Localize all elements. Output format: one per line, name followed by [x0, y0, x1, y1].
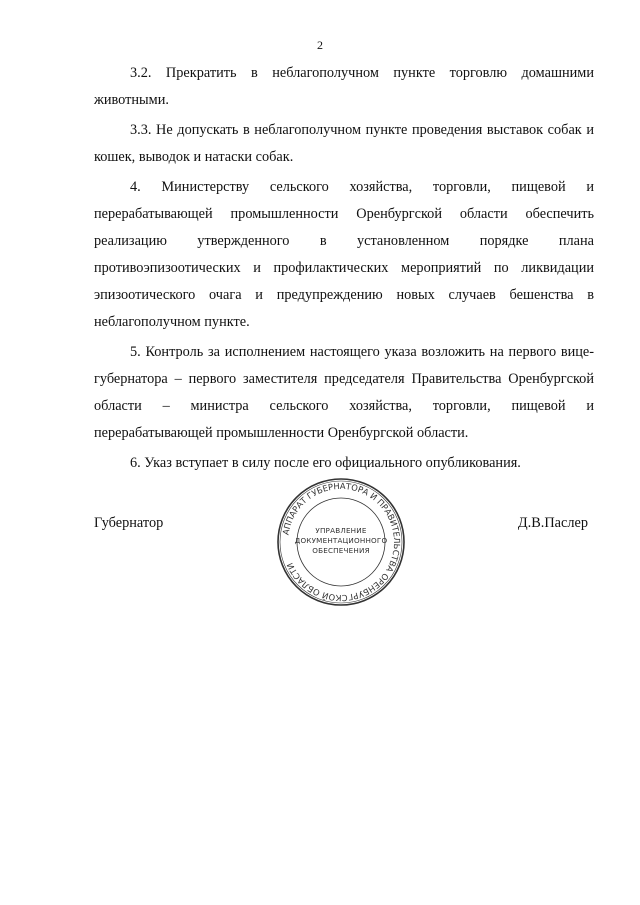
signatory-title: Губернатор: [94, 515, 164, 531]
seal-center-line-1: УПРАВЛЕНИЕ: [315, 526, 367, 535]
official-seal: [275, 476, 407, 608]
seal-center-line-3: ОБЕСПЕЧЕНИЯ: [312, 546, 370, 555]
seal-stamp: [275, 476, 407, 608]
paragraph-4: 4. Министерству сельского хозяйства, торговли, пищевой и перерабатывающей промышленности Оренбургской области обеспечить реализацию утвержденного в установленном порядке плана противоэпизоотических и профилактических мероприятий по ликвидации эпизоотического очага и предупреждению новых случаев бешенства в неблагополучном пункте.: [94, 179, 594, 330]
paragraph-3-3: 3.3. Не допускать в неблагополучном пункте проведения выставок собак и кошек, выводок и натаски собак.: [94, 122, 594, 165]
page-number: 2: [317, 38, 323, 52]
paragraph-3-2: 3.2. Прекратить в неблагополучном пункте торговлю домашними животными.: [94, 65, 594, 108]
seal-ring-text: АППАРАТ ГУБЕРНАТОРА И ПРАВИТЕЛЬСТВА ОРЕНБУРГСКОЙ ОБЛАСТИ: [280, 480, 403, 604]
paragraph-6: 6. Указ вступает в силу после его официального опубликования.: [130, 455, 521, 471]
signatory-name: Д.В.Паслер: [517, 515, 588, 531]
document-body: [94, 60, 594, 480]
paragraph-5: 5. Контроль за исполнением настоящего указа возложить на первого вице-губернатора – первого заместителя председателя Правительства Оренбургской области – министра сельского хозяйства, торговли, пищевой и перерабатывающей промышленности Оренбургской области.: [94, 344, 594, 441]
seal-center-line-2: ДОКУМЕНТАЦИОННОГО: [294, 536, 388, 545]
